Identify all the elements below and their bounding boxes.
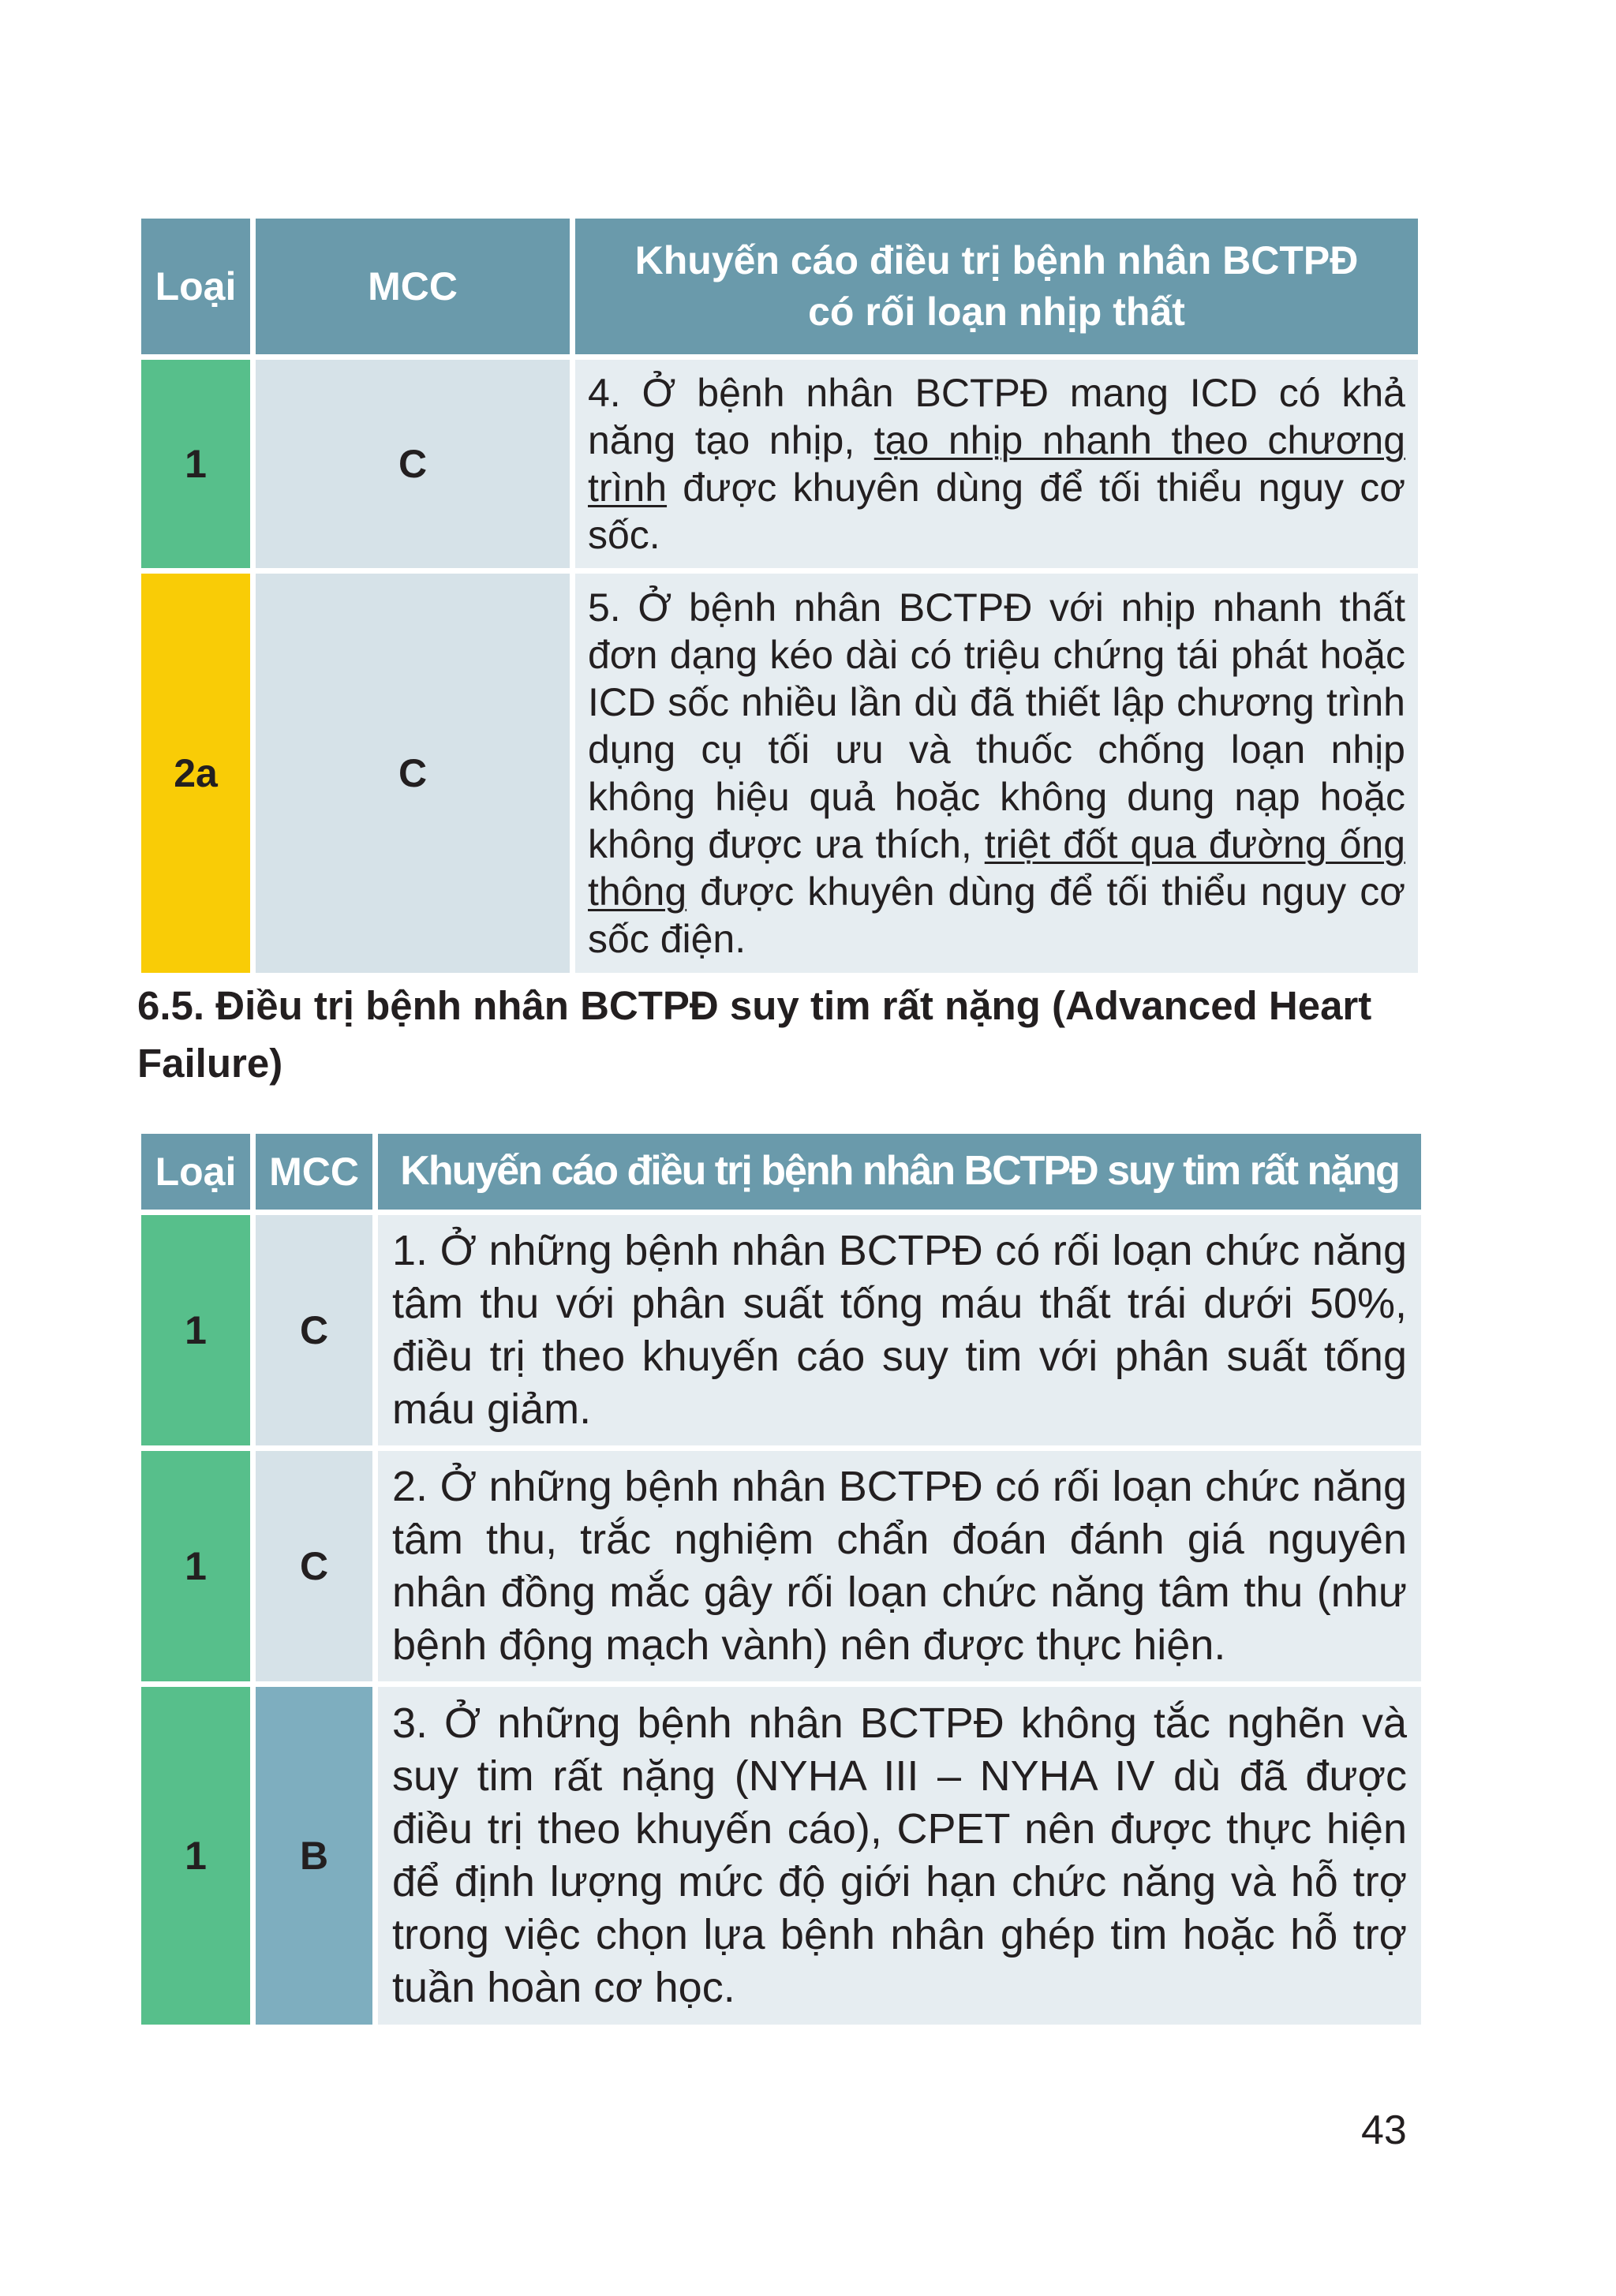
recommendation-header: Khuyến cáo điều trị bệnh nhân BCTPĐ suy tim rất nặng bbox=[378, 1134, 1421, 1210]
recommendation-header-line1: Khuyến cáo điều trị bệnh nhân BCTPĐ bbox=[634, 238, 1359, 282]
section-title: 6.5. Điều trị bệnh nhân BCTPĐ suy tim rất nặng (Advanced Heart Failure) bbox=[137, 983, 1372, 1086]
ventricular-arrhythmia-table bbox=[136, 213, 1423, 978]
recommendation-cell: 2. Ở những bệnh nhân BCTPĐ có rối loạn chức năng tâm thu, trắc nghiệm chẩn đoán đánh giá nguyên nhân đồng mắc gây rối loạn chức năng tâm thu (như bệnh động mạch vành) nên được thực hiện. bbox=[378, 1451, 1421, 1681]
recommendation-text: 5. Ở bệnh nhân BCTPĐ với nhịp nhanh thất đơn dạng kéo dài có triệu chứng tái phát hoặc ICD sốc nhiều lần dù đã thiết lập chương trình dụng cụ tối ưu và thuốc chống loạn nhịp không hiệu quả hoặc không dung nạp hoặc không được ưa thích, bbox=[588, 585, 1405, 866]
table-header-row bbox=[141, 219, 1418, 354]
mcc-cell: C bbox=[256, 360, 570, 568]
page-number: 43 bbox=[1361, 2107, 1407, 2153]
recommendation-text-end: được khuyên dùng để tối thiểu nguy cơ sốc. bbox=[588, 466, 1405, 557]
recommendation-cell: 3. Ở những bệnh nhân BCTPĐ không tắc nghẽn và suy tim rất nặng (NYHA III – NYHA IV dù đã được điều trị theo khuyến cáo), CPET nên được thực hiện để định lượng mức độ giới hạn chức năng và hỗ trợ trong việc chọn lựa bệnh nhân ghép tim hoặc hỗ trợ tuần hoàn cơ học. bbox=[378, 1687, 1421, 2025]
recommendation-header-line2: có rối loạn nhịp thất bbox=[808, 290, 1185, 334]
mcc-cell: B bbox=[256, 1687, 372, 2025]
mcc-cell: C bbox=[256, 1451, 372, 1681]
class-cell: 2a bbox=[141, 574, 250, 973]
mcc-header: MCC bbox=[256, 1134, 372, 1210]
recommendation-emphasis: triệt đốt qua đường ống thông bbox=[588, 822, 1406, 914]
table-row bbox=[141, 574, 1418, 973]
class-cell: 1 bbox=[141, 360, 250, 568]
recommendation-cell: 1. Ở những bệnh nhân BCTPĐ có rối loạn chức năng tâm thu với phân suất tống máu thất trái dưới 50%, điều trị theo khuyến cáo suy tim với phân suất tống máu giảm. bbox=[378, 1215, 1421, 1445]
recommendation-cell bbox=[575, 360, 1418, 568]
table-row bbox=[141, 360, 1418, 568]
table-header-row bbox=[141, 1134, 1421, 1210]
mcc-cell: C bbox=[256, 574, 570, 973]
class-cell: 1 bbox=[141, 1451, 250, 1681]
class-cell: 1 bbox=[141, 1215, 250, 1445]
table-row bbox=[141, 1687, 1421, 2025]
recommendation-emphasis: tạo nhịp nhanh theo chương trình bbox=[588, 418, 1406, 510]
class-header: Loại bbox=[141, 219, 250, 354]
advanced-heart-failure-table bbox=[136, 1128, 1427, 2030]
class-cell: 1 bbox=[141, 1687, 250, 2025]
table-row bbox=[141, 1215, 1421, 1445]
table-row bbox=[141, 1451, 1421, 1681]
mcc-header: MCC bbox=[256, 219, 570, 354]
recommendation-header bbox=[575, 219, 1418, 354]
class-header: Loại bbox=[141, 1134, 250, 1210]
recommendation-text: 4. Ở bệnh nhân BCTPĐ mang ICD có khả năng tạo nhịp, bbox=[588, 371, 1405, 462]
mcc-cell: C bbox=[256, 1215, 372, 1445]
recommendation-cell bbox=[575, 574, 1418, 973]
recommendation-text-end: được khuyên dùng để tối thiểu nguy cơ sốc điện. bbox=[588, 869, 1405, 961]
